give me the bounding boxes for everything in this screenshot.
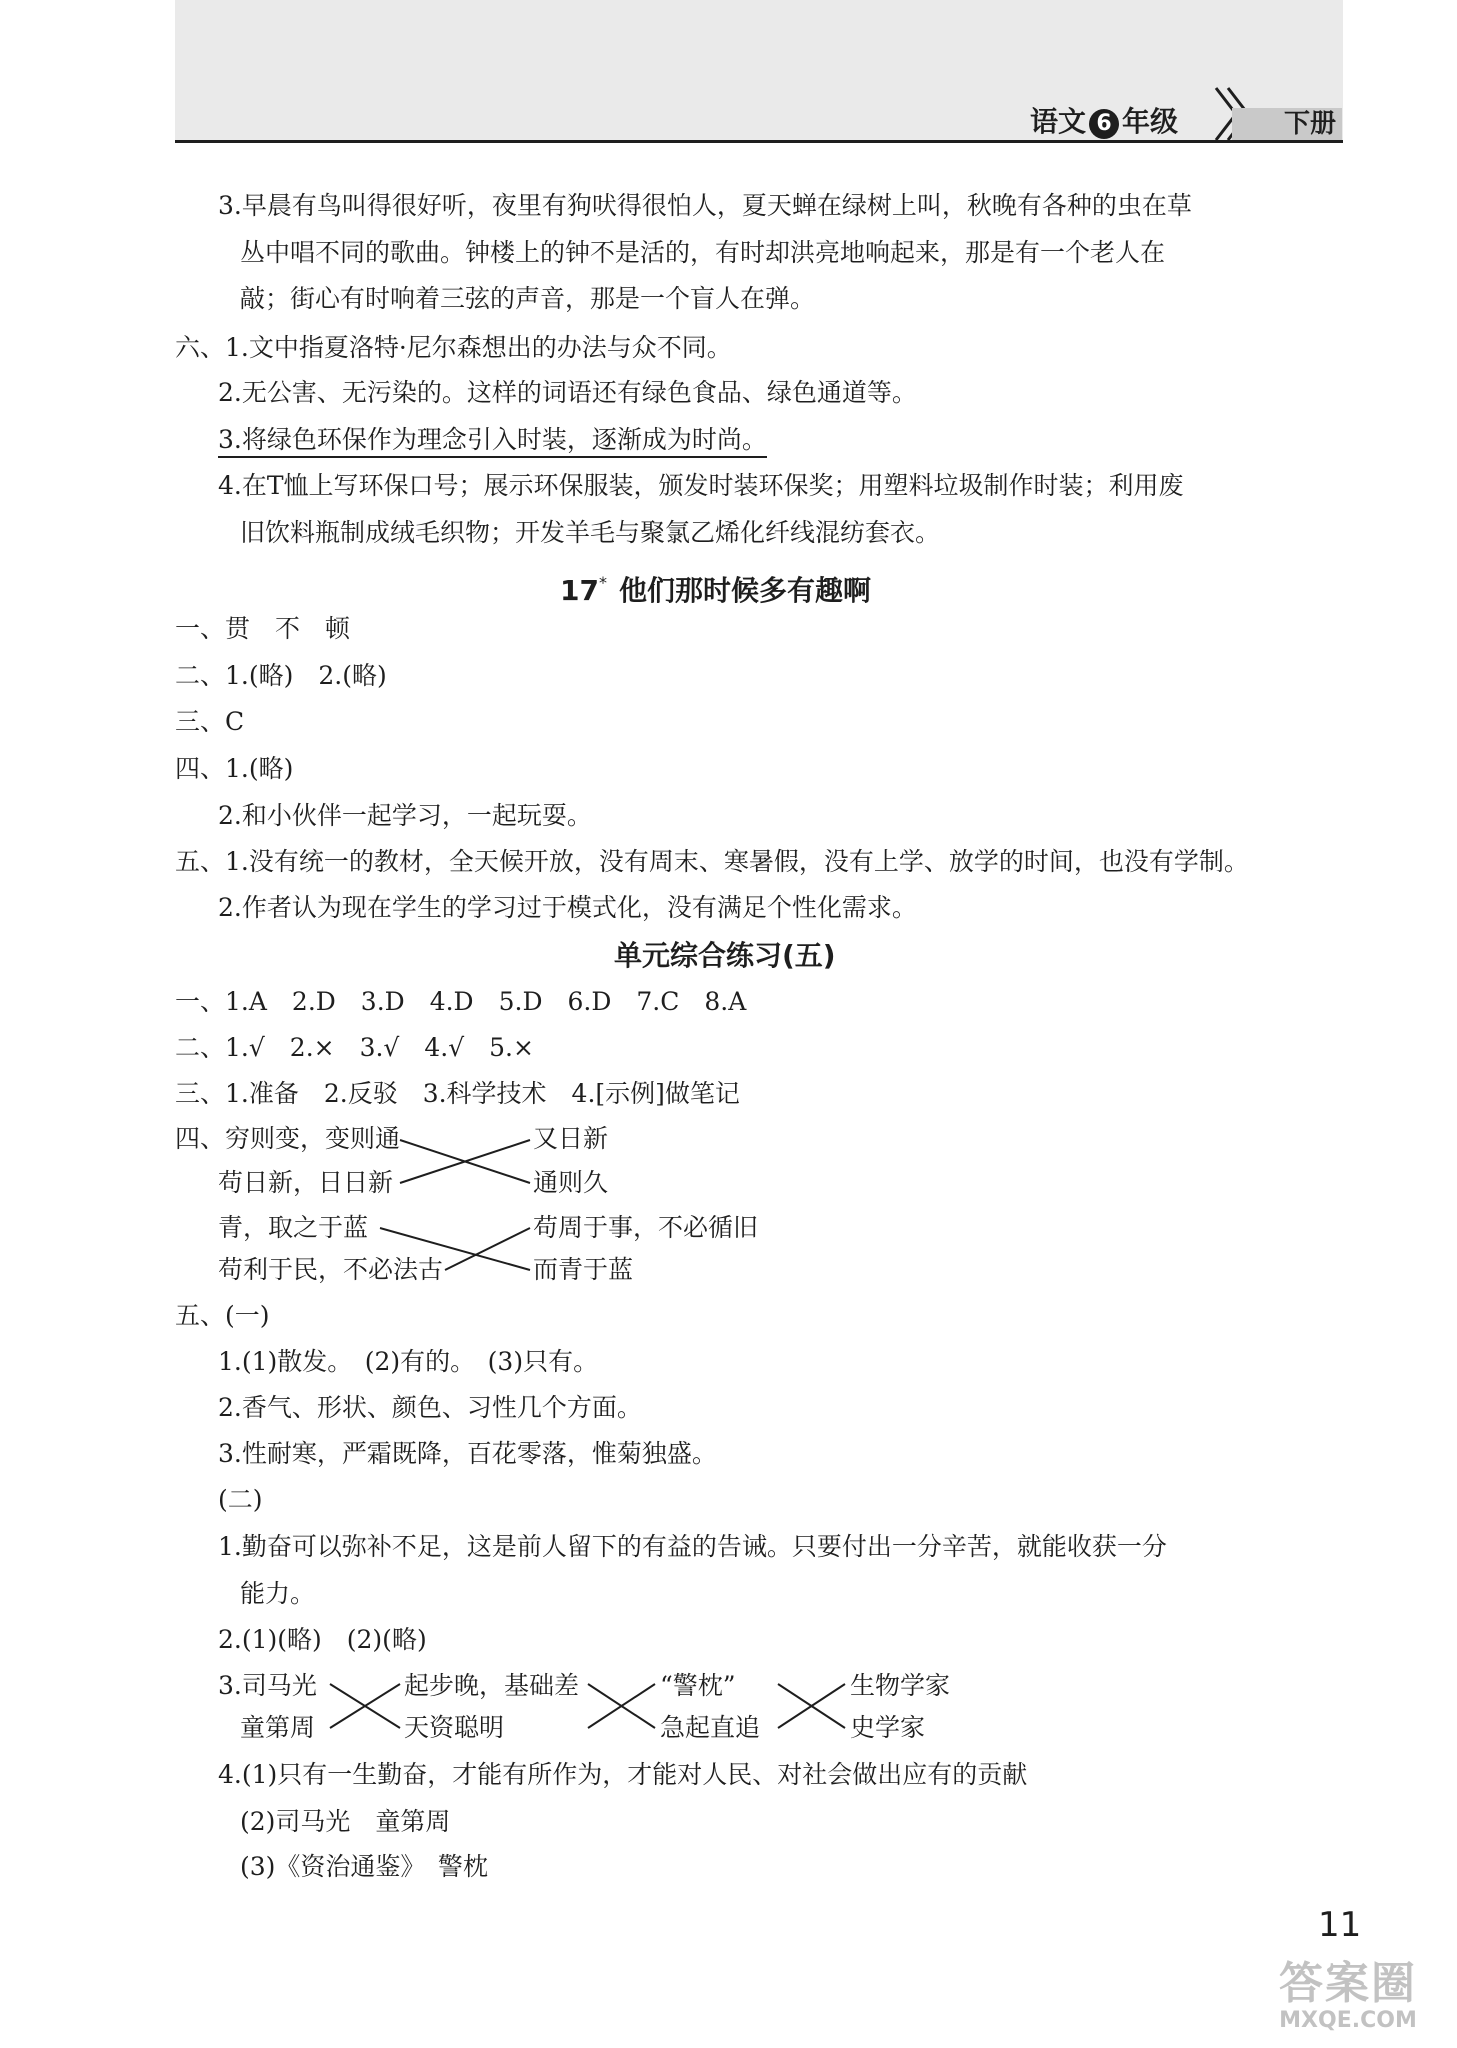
answer-line: 三、1.准备 2.反驳 3.科学技术 4.[示例]做笔记 [175, 1079, 740, 1108]
watermark-url: MXQE.COM [1279, 2008, 1417, 2033]
answer-line: 丛中唱不同的歌曲。钟楼上的钟不是活的，有时却洪亮地响起来，那是有一个老人在 [240, 238, 1166, 267]
match-name-item: 童第周 [240, 1713, 316, 1742]
answer-line: 3.早晨有鸟叫得很好听，夜里有狗吠得很怕人，夏天蝉在绿树上叫，秋晚有各种的虫在草 [218, 191, 1192, 220]
match-trait-item: 天资聪明 [404, 1713, 505, 1742]
match-left-item: 苟利于民，不必法古 [218, 1255, 444, 1284]
answer-line: 四、1.(略) [175, 754, 294, 783]
watermark-logo: 答案圈 [1279, 1958, 1417, 2009]
match-right-item: 而青于蓝 [533, 1255, 634, 1284]
volume-badge: 下册 [1232, 108, 1342, 140]
lesson-name: 他们那时候多有趣啊 [618, 574, 871, 607]
answer-line: 2.作者认为现在学生的学习过于模式化，没有满足个性化需求。 [218, 893, 917, 922]
match-right-item: 通则久 [533, 1168, 609, 1197]
answer-line: 五、1.没有统一的教材，全天候开放，没有周末、寒暑假，没有上学、放学的时间，也没有学制。 [175, 847, 1249, 876]
answer-line: 六、1.文中指夏洛特·尼尔森想出的办法与众不同。 [175, 333, 732, 362]
match-trait-item: 起步晚，基础差 [404, 1671, 580, 1700]
optional-lesson-mark: * [598, 573, 607, 592]
answer-line: 2.香气、形状、颜色、习性几个方面。 [218, 1393, 642, 1422]
match-career-item: 生物学家 [850, 1671, 951, 1700]
answer-line: 2.和小伙伴一起学习，一起玩耍。 [218, 801, 592, 830]
answer-line: 4.在T恤上写环保口号；展示环保服装，颁发时装环保奖；用塑料垃圾制作时装；利用废 [218, 471, 1184, 500]
answer-line: 1.勤奋可以弥补不足，这是前人留下的有益的告诫。只要付出一分辛苦，就能收获一分 [218, 1532, 1167, 1561]
lesson-number: 17 [560, 574, 599, 607]
answer-line: 2.(1)(略) (2)(略) [218, 1625, 427, 1654]
page-number: 11 [1318, 1905, 1362, 1945]
answer-line: 4.(1)只有一生勤奋，才能有所作为，才能对人民、对社会做出应有的贡献 [218, 1760, 1028, 1789]
answer-line: 五、(一) [175, 1301, 270, 1330]
match-action-item: “警枕” [660, 1671, 736, 1700]
underlined-text: 3.将绿色环保作为理念引入时装，逐渐成为时尚。 [218, 425, 767, 458]
match-career-item: 史学家 [850, 1713, 926, 1742]
unit-review-title: 单元综合练习(五) [614, 939, 836, 972]
answer-line: (2)司马光 童第周 [240, 1807, 451, 1836]
answer-line: 1.(1)散发。 (2)有的。 (3)只有。 [218, 1347, 599, 1376]
answer-line: 2.无公害、无污染的。这样的词语还有绿色食品、绿色通道等。 [218, 378, 917, 407]
watermark [1258, 1960, 1438, 2034]
answer-line: 二、1.(略) 2.(略) [175, 661, 387, 690]
match-left-item: 苟日新，日日新 [218, 1168, 394, 1197]
match-right-item: 苟周于事，不必循旧 [533, 1213, 759, 1242]
answer-line: 二、1.√ 2.× 3.√ 4.√ 5.× [175, 1033, 534, 1062]
match-connector [380, 1228, 530, 1270]
subject-label: 语文 [1030, 105, 1087, 138]
answer-line: 三、C [175, 707, 245, 736]
answer-line: 3.性耐寒，严霜既降，百花零落，惟菊独盛。 [218, 1439, 717, 1468]
match-left-item: 四、穷则变，变则通 [175, 1124, 401, 1153]
match-right-item: 又日新 [533, 1124, 609, 1153]
match-left-item: 青，取之于蓝 [218, 1213, 369, 1242]
grade-label: 年级 [1122, 105, 1179, 138]
answer-line: 敲；街心有时响着三弦的声音，那是一个盲人在弹。 [240, 284, 816, 313]
grade-number-badge: 6 [1089, 109, 1119, 139]
answer-line: (3)《资治通鉴》 警枕 [240, 1852, 488, 1881]
match-name-item: 3.司马光 [218, 1671, 317, 1700]
answer-line: 一、1.A 2.D 3.D 4.D 5.D 6.D 7.C 8.A [175, 987, 747, 1016]
match-action-item: 急起直追 [660, 1713, 761, 1742]
answer-line: (二) [218, 1485, 263, 1514]
answer-line: 能力。 [240, 1579, 316, 1608]
answer-line: 旧饮料瓶制成绒毛织物；开发羊毛与聚氯乙烯化纤线混纺套衣。 [240, 518, 941, 547]
answer-line: 一、贯 不 顿 [175, 614, 351, 643]
